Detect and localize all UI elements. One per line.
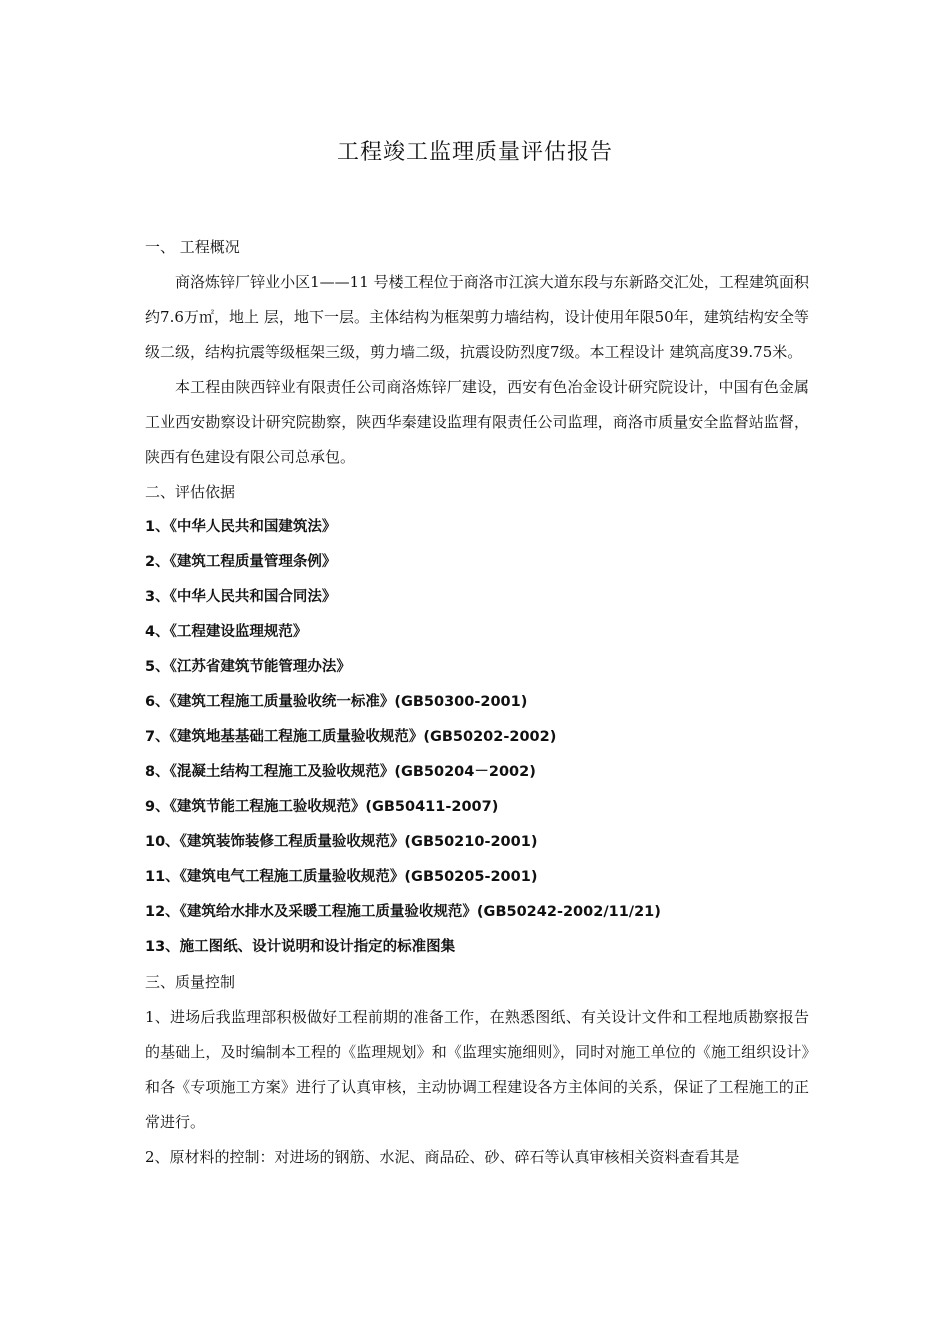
basis-item-5: 5、《江苏省建筑节能管理办法》 [145,659,351,675]
overview-paragraph-2: 本工程由陕西锌业有限责任公司商洛炼锌厂建设，西安有色冶金设计研究院设计，中国有色金属工业西安勘察设计研究院勘察，陕西华秦建设监理有限责任公司监理，商洛市质量安全监督站监督，陕西有色建设有限公司总承包。 [145,378,809,466]
basis-item-3: 3、《中华人民共和国合同法》 [145,589,337,605]
basis-item-4: 4、《工程建设监理规范》 [145,624,308,640]
overview-paragraph-1: 商洛炼锌厂锌业小区1——11 号楼工程位于商洛市江滨大道东段与东新路交汇处，工程建筑面积约7.6万㎡，地上 层，地下一层。主体结构为框架剪力墙结构，设计使用年限50年，建筑结构安全等级二级，结构抗震等级框架三级，剪力墙二级，抗震设防烈度7级。本工程设计 建筑高度39.75米。 [145,273,809,361]
quality-control-paragraph-2: 2、原材料的控制：对进场的钢筋、水泥、商品砼、砂、碎石等认真审核相关资料查看其是 [145,1148,740,1166]
document-title: 工程竣工监理质量评估报告 [336,140,613,165]
basis-item-6: 6、《建筑工程施工质量验收统一标准》(GB50300-2001) [145,694,528,710]
basis-item-1: 1、《中华人民共和国建筑法》 [145,519,337,535]
basis-item-9: 9、《建筑节能工程施工验收规范》(GB50411-2007) [145,799,499,815]
basis-item-10: 10、《建筑装饰装修工程质量验收规范》(GB50210-2001) [145,834,538,850]
basis-item-2: 2、《建筑工程质量管理条例》 [145,554,337,570]
basis-item-11: 11、《建筑电气工程施工质量验收规范》(GB50205-2001) [145,869,538,885]
section-heading-overview: 一、 工程概况 [145,238,240,256]
quality-control-paragraph-1: 1、进场后我监理部积极做好工程前期的准备工作，在熟悉图纸、有关设计文件和工程地质勘察报告的基础上，及时编制本工程的《监理规划》和《监理实施细则》，同时对施工单位的《施工组织设计》和各《专项施工方案》进行了认真审核，主动协调工程建设各方主体间的关系，保证了工程施工的正常进行。 [145,1008,809,1131]
basis-item-12: 12、《建筑给水排水及采暖工程施工质量验收规范》(GB50242-2002/11/21) [145,904,661,920]
section-heading-quality-control: 三、质量控制 [145,973,236,991]
section-heading-basis: 二、评估依据 [145,483,236,501]
basis-item-7: 7、《建筑地基基础工程施工质量验收规范》(GB50202-2002) [145,729,557,745]
document-body [145,230,809,1175]
basis-item-8: 8、《混凝土结构工程施工及验收规范》(GB50204－2002) [145,764,536,780]
basis-item-13: 13、施工图纸、设计说明和设计指定的标准图集 [145,939,456,955]
